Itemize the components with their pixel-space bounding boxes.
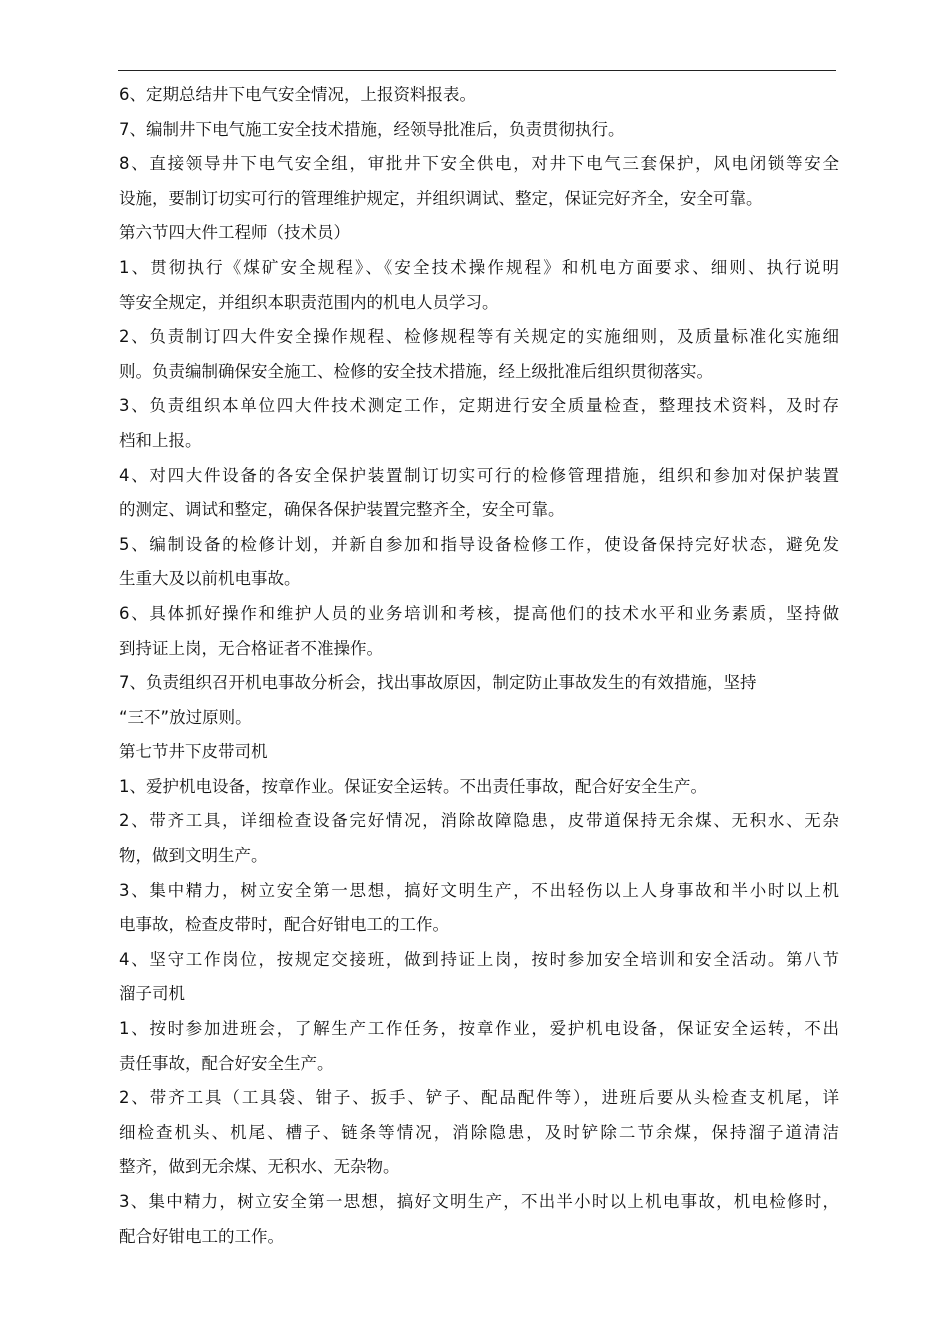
text-line: 1、贯彻执行《煤矿安全规程》、《安全技术操作规程》和机电方面要求、细则、执行说明 — [119, 257, 839, 277]
text-line: 3、集中精力，树立安全第一思想，搞好文明生产，不出轻伤以上人身事故和半小时以上机 — [119, 880, 839, 900]
text-line: 配合好钳电工的工作。 — [119, 1226, 284, 1246]
text-line: 1、爱护机电设备，按章作业。保证安全运转。不出责任事故，配合好安全生产。 — [119, 776, 707, 796]
text-line: 4、对四大件设备的各安全保护装置制订切实可行的检修管理措施，组织和参加对保护装置 — [119, 465, 839, 485]
text-line: 8、直接领导井下电气安全组，审批井下安全供电，对井下电气三套保护，风电闭锁等安全 — [119, 154, 839, 174]
text-line: 设施，要制订切实可行的管理维护规定，并组织调试、整定，保证完好齐全，安全可靠。 — [119, 188, 763, 208]
text-line: 6、定期总结井下电气安全情况，上报资料报表。 — [119, 85, 476, 104]
text-line: 2、负责制订四大件安全操作规程、检修规程等有关规定的实施细则，及质量标准化实施细 — [119, 327, 839, 347]
text-line: 3、集中精力，树立安全第一思想，搞好文明生产，不出半小时以上机电事故，机电检修时， — [119, 1192, 839, 1211]
text-line: 细检查机头、机尾、槽子、链条等情况，消除隐患，及时铲除二节余煤，保持溜子道清洁 — [119, 1122, 839, 1142]
text-line: 2、带齐工具，详细检查设备完好情况，消除故障隐患，皮带道保持无余煤、无积水、无杂 — [119, 811, 839, 831]
text-line: 溜子司机 — [119, 984, 185, 1004]
document-body — [119, 78, 839, 1254]
text-line: 整齐，做到无余煤、无积水、无杂物。 — [119, 1157, 400, 1177]
header-rule — [118, 70, 836, 71]
text-line: “三不”放过原则。 — [119, 707, 252, 727]
text-line: 物，做到文明生产。 — [119, 846, 268, 866]
text-line: 2、带齐工具（工具袋、钳子、扳手、铲子、配品配件等），进班后要从头检查支机尾，详 — [119, 1088, 839, 1108]
text-line: 等安全规定，并组织本职责范围内的机电人员学习。 — [119, 292, 499, 312]
text-line: 7、编制井下电气施工安全技术措施，经领导批准后，负责贯彻执行。 — [119, 119, 625, 139]
text-line: 1、按时参加进班会，了解生产工作任务，按章作业，爱护机电设备，保证安全运转，不出 — [119, 1019, 839, 1039]
text-line: 7、负责组织召开机电事故分析会，找出事故原因，制定防止事故发生的有效措施，坚持 — [119, 673, 757, 693]
text-line: 档和上报。 — [119, 430, 202, 450]
text-line: 生重大及以前机电事故。 — [119, 569, 301, 589]
text-line: 到持证上岗，无合格证者不准操作。 — [119, 638, 383, 658]
text-line: 第七节井下皮带司机 — [119, 742, 268, 762]
text-line: 5、编制设备的检修计划，并新自参加和指导设备检修工作，使设备保持完好状态，避免发 — [119, 534, 839, 554]
text-line: 第六节四大件工程师（技术员） — [119, 223, 350, 243]
text-line: 4、坚守工作岗位，按规定交接班，做到持证上岗，按时参加安全培训和安全活动。第八节 — [119, 949, 839, 969]
text-line: 电事故，检查皮带时，配合好钳电工的工作。 — [119, 915, 449, 935]
text-line: 3、负责组织本单位四大件技术测定工作，定期进行安全质量检查，整理技术资料，及时存 — [119, 396, 839, 416]
text-line: 6、具体抓好操作和维护人员的业务培训和考核，提高他们的技术水平和业务素质，坚持做 — [119, 603, 839, 623]
text-line: 责任事故，配合好安全生产。 — [119, 1053, 334, 1073]
text-line: 则。负责编制确保安全施工、检修的安全技术措施，经上级批准后组织贯彻落实。 — [119, 361, 713, 381]
text-line: 的测定、调试和整定，确保各保护装置完整齐全，安全可靠。 — [119, 500, 565, 520]
